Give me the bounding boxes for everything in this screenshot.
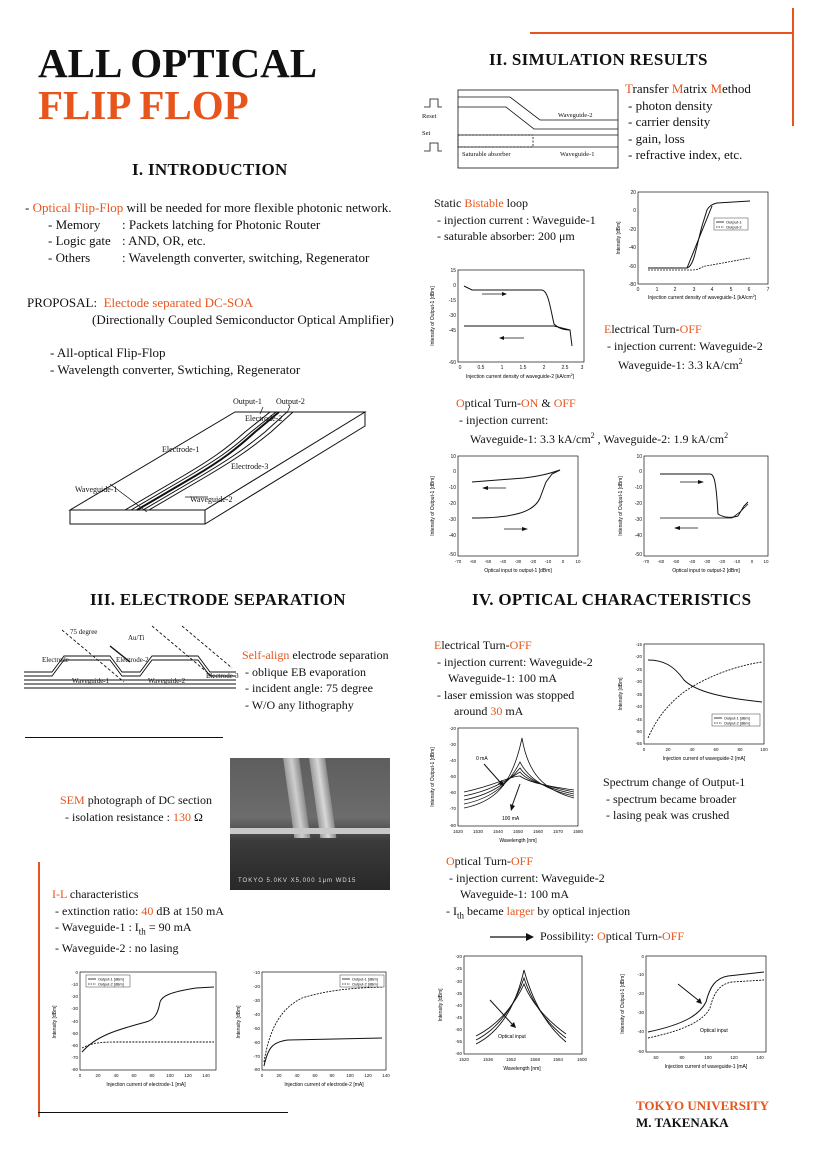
svg-text:20: 20 [665,747,671,752]
svg-text:-70: -70 [642,559,650,564]
svg-text:7: 7 [766,287,770,293]
svg-text:-20: -20 [635,654,642,659]
svg-text:-55: -55 [455,1039,462,1044]
svg-text:-30: -30 [449,742,456,747]
svg-text:Output-2 [dBm]: Output-2 [dBm] [724,721,750,726]
svg-text:60: 60 [131,1073,137,1078]
sep-diagram-label: 75 degree [70,628,98,636]
svg-text:80: 80 [329,1073,335,1078]
axis-label: Intensity of Output-1 [dBm] [620,974,626,1034]
svg-text:Output-2 [dBm]: Output-2 [dBm] [352,982,378,987]
left-vertical-rule [38,862,40,1117]
sep-diagram-label: Waveguide-2 [148,677,186,685]
plot-electrical-turnoff-meas [604,640,770,764]
svg-text:-70: -70 [454,559,462,564]
svg-text:1: 1 [655,287,659,293]
svg-text:0: 0 [642,747,646,752]
svg-text:10: 10 [636,454,642,460]
right-vertical-rule [792,8,794,126]
axis-label: Intensity [dBm] [438,988,444,1022]
svg-text:-50: -50 [484,559,492,564]
top-right-rule [530,32,792,34]
svg-text:1520: 1520 [458,1057,470,1062]
tmm-list: Transfer Matrix Method - photon density - carrier density - gain, loss - refractive index, etc. [625,81,751,162]
axis-label: Intensity [dBm] [236,1005,242,1039]
svg-text:0: 0 [453,283,456,289]
plot-il-electrode1 [46,966,222,1090]
svg-text:-60: -60 [469,559,477,564]
svg-text:140: 140 [202,1073,210,1078]
diagram-label: Output-1 [233,397,262,406]
svg-text:1580: 1580 [572,829,584,834]
svg-text:-35: -35 [455,991,462,996]
svg-text:-20: -20 [634,501,642,507]
svg-text:2: 2 [673,287,677,293]
svg-text:80: 80 [149,1073,155,1078]
svg-text:Optical input: Optical input [700,1028,728,1034]
svg-text:-20: -20 [71,994,78,999]
svg-text:-30: -30 [253,998,260,1003]
self-align-text: Self-align electrode separation - oblique EB evaporation - incident angle: 75 degree - W/O any lithography [242,648,389,712]
axis-label: Injection current density of waveguide-1 $[kA/cm^2]$ [647,294,757,301]
svg-text:100 mA: 100 mA [502,816,520,822]
axis-label: Injection current of electrode-1 [mA] [106,1082,186,1088]
axis-label: Optical input to output-2 [dBm] [672,568,740,574]
svg-text:-50: -50 [448,552,456,558]
schematic-label: Waveguide-2 [558,112,593,119]
svg-text:-40: -40 [449,758,456,763]
svg-text:-80: -80 [628,282,636,288]
static-bistable-text: Static Bistable loop - injection current : Waveguide-1 - saturable absorber: 200 μm [434,196,596,243]
svg-text:-30: -30 [448,313,456,319]
axis-label: Intensity [dBm] [618,677,624,711]
separation-heading: III. ELECTRODE SEPARATION [90,590,346,609]
svg-text:-80: -80 [449,823,456,828]
svg-text:20: 20 [276,1073,282,1078]
svg-text:-25: -25 [455,966,462,971]
svg-text:1552: 1552 [505,1057,517,1062]
intro-lead: - Optical Flip-Flop will be needed for more flexible photonic network. [25,200,392,215]
possibility-line: Possibility: Optical Turn-OFF [490,928,684,945]
svg-text:-50: -50 [71,1031,78,1036]
svg-text:60: 60 [653,1055,659,1060]
dc-soa-device-diagram [65,392,375,570]
svg-text:-80: -80 [71,1067,78,1072]
svg-text:-25: -25 [635,667,642,672]
svg-text:-50: -50 [635,729,642,734]
svg-text:1530: 1530 [472,829,484,834]
svg-text:20: 20 [630,190,636,196]
axis-label: Wavelength [nm] [499,838,537,844]
svg-text:-60: -60 [253,1040,260,1045]
proposal: PROPOSAL: Electode separated DC-SOA (Directionally Coupled Semiconductor Optical Amplifier) [27,295,394,327]
svg-text:0: 0 [260,1073,264,1078]
electrical-turnoff-text: Electrical Turn-OFF - injection current: Waveguide-2 Waveguide-1: 100 mA - laser emission was stopped around 30 mA [434,638,593,718]
svg-text:120: 120 [184,1073,192,1078]
svg-text:-45: -45 [448,328,456,334]
title-line1: ALL OPTICAL [38,40,318,86]
author: M. TAKENAKA [636,1115,729,1130]
mid-left-rule [25,737,223,738]
svg-text:Output-2 [dBm]: Output-2 [dBm] [98,982,124,987]
svg-text:0: 0 [636,287,640,293]
svg-text:40: 40 [689,747,695,752]
svg-text:1: 1 [500,365,504,371]
axis-label: Injection current density of waveguide-2 $[kA/cm^2]$ [465,373,575,380]
schematic-label: Set [422,130,431,137]
diagram-label: Electrode-1 [162,445,200,454]
axis-label: Injection current of waveguide-1 [mA] [664,1064,748,1070]
svg-text:0 mA: 0 mA [476,756,488,762]
svg-text:2.5: 2.5 [561,365,569,371]
svg-text:120: 120 [364,1073,372,1078]
svg-text:-20: -20 [628,227,636,233]
svg-text:-30: -30 [634,517,642,523]
sim-heading: II. SIMULATION RESULTS [489,50,708,69]
svg-text:-30: -30 [455,979,462,984]
svg-text:-30: -30 [71,1006,78,1011]
svg-text:15: 15 [450,268,456,274]
plot-optical-input-output2 [614,452,774,576]
svg-text:-40: -40 [448,533,456,539]
il-text: I-L characteristics - extinction ratio: 40 dB at 150 mA - Waveguide-1 : $I_{th} = 90$ mA - Waveguide-2 : no lasing [52,887,224,955]
sem-caption: TOKYO 5.0KV X5,000 1μm WD15 [238,878,357,884]
svg-text:1584: 1584 [552,1057,564,1062]
svg-text:-40: -40 [71,1019,78,1024]
svg-text:100: 100 [346,1073,354,1078]
svg-text:10: 10 [450,454,456,460]
svg-text:-40: -40 [688,559,696,564]
svg-text:10: 10 [763,559,769,564]
svg-text:-10: -10 [637,972,644,977]
svg-text:-10: -10 [634,485,642,491]
svg-text:1.5: 1.5 [519,365,527,371]
axis-label: Optical input to output-1 [dBm] [484,568,552,574]
intro-heading: I. INTRODUCTION [132,160,288,179]
sep-diagram-label: Electrode [42,656,69,664]
diagram-label: Waveguide-1 [75,485,118,494]
svg-text:1570: 1570 [552,829,564,834]
svg-text:0: 0 [78,1073,82,1078]
svg-text:0: 0 [458,365,462,371]
svg-text:0: 0 [641,954,644,959]
svg-text:-20: -20 [449,726,456,731]
footer [636,1097,769,1131]
spectrum-change-text: Spectrum change of Output-1 - spectrum became broader - lasing peak was crushed [603,775,746,822]
plot-optical-turnoff-current [616,952,772,1074]
svg-text:140: 140 [382,1073,390,1078]
svg-text:0: 0 [561,559,565,564]
svg-text:60: 60 [713,747,719,752]
axis-label: Injection current of electrode-2 [mA] [284,1082,364,1088]
diagram-label: Output-2 [276,397,305,406]
svg-text:-50: -50 [449,774,456,779]
svg-text:-60: -60 [449,790,456,795]
plot-optical-input-output1 [424,452,584,576]
svg-text:-40: -40 [253,1012,260,1017]
svg-text:-10: -10 [544,559,552,564]
svg-text:1568: 1568 [529,1057,541,1062]
svg-text:0: 0 [453,469,456,475]
axis-label: Injection current of waveguide-2 [mA] [662,756,746,762]
plot-il-electrode2 [232,966,394,1090]
svg-text:5: 5 [729,287,733,293]
plot-electrical-turnoff-sim [424,266,590,384]
svg-text:-20: -20 [637,991,644,996]
axis-label: Intensity of Output-1 [dBm] [430,476,436,536]
axis-label: Intensity [dBm] [52,1005,58,1039]
svg-text:-60: -60 [455,1051,462,1056]
axis-label: Wavelength [nm] [503,1066,541,1072]
svg-text:-80: -80 [253,1067,260,1072]
svg-text:3: 3 [692,287,696,293]
svg-text:-50: -50 [637,1049,644,1054]
svg-text:-70: -70 [71,1055,78,1060]
svg-text:-40: -40 [499,559,507,564]
svg-text:-50: -50 [634,552,642,558]
intro-item: - Memory : Packets latching for Photonic Router [48,216,321,232]
svg-text:10: 10 [575,559,581,564]
plot-optical-turnoff-spectrum [432,952,588,1074]
svg-text:-70: -70 [253,1054,260,1059]
svg-text:-60: -60 [448,360,456,366]
optical-turnoff-text: Optical Turn-OFF - injection current: Waveguide-2 Waveguide-1: 100 mA - $I_{th}$ became larger by optical injection [446,854,631,920]
sem-photograph [230,758,390,890]
svg-text:-50: -50 [253,1026,260,1031]
svg-text:Output-1: Output-1 [726,219,742,225]
sep-diagram-label: Au/Ti [128,634,145,642]
svg-text:-55: -55 [635,741,642,746]
schematic-label: Waveguide-1 [560,151,595,158]
svg-text:-20: -20 [718,559,726,564]
svg-text:0: 0 [639,469,642,475]
proposal-apps: - All-optical Flip-Flop - Wavelength converter, Swtiching, Regenerator [50,345,301,377]
svg-text:Output-1 [dBm]: Output-1 [dBm] [352,977,378,982]
svg-text:40: 40 [294,1073,300,1078]
svg-text:40: 40 [113,1073,119,1078]
intro-body [25,200,425,266]
svg-text:140: 140 [756,1055,764,1060]
svg-text:-35: -35 [635,692,642,697]
svg-text:-10: -10 [448,485,456,491]
svg-text:0: 0 [633,208,636,214]
svg-text:4: 4 [710,287,714,293]
svg-text:-60: -60 [71,1043,78,1048]
svg-text:80: 80 [679,1055,685,1060]
bottom-rule [38,1112,288,1113]
svg-text:-30: -30 [703,559,711,564]
svg-text:-40: -40 [634,533,642,539]
poster-title [38,42,317,126]
intro-item: - Others : Wavelength converter, switching, Regenerator [48,249,370,265]
svg-text:Optical input: Optical input [498,1034,526,1040]
svg-text:0.5: 0.5 [477,365,485,371]
svg-text:-45: -45 [455,1015,462,1020]
svg-text:1520: 1520 [452,829,464,834]
svg-text:-20: -20 [253,984,260,989]
svg-text:6: 6 [747,287,751,293]
svg-text:-20: -20 [529,559,537,564]
svg-text:-30: -30 [635,679,642,684]
svg-text:100: 100 [704,1055,712,1060]
arrow-right-icon [490,932,534,942]
svg-text:-50: -50 [455,1027,462,1032]
sep-diagram-label: Electrode-3 [206,672,239,680]
svg-text:Output-2: Output-2 [726,224,742,230]
plot-spectrum-output1 [424,724,584,846]
sep-diagram-label: Electrode-2 [116,656,149,664]
svg-text:Output-1 [dBm]: Output-1 [dBm] [724,716,750,721]
svg-text:-60: -60 [628,264,636,270]
svg-text:1536: 1536 [482,1057,494,1062]
axis-label: Intensity of Output-1 [dBm] [618,476,624,536]
svg-text:2: 2 [542,365,546,371]
svg-text:-15: -15 [448,298,456,304]
plot-bistable-output [612,186,772,302]
svg-text:0: 0 [75,970,78,975]
svg-text:20: 20 [95,1073,101,1078]
svg-text:120: 120 [730,1055,738,1060]
schematic-label: Reset [422,113,437,120]
svg-text:1550: 1550 [512,829,524,834]
svg-text:-70: -70 [449,806,456,811]
svg-text:-45: -45 [635,717,642,722]
svg-text:-10: -10 [71,982,78,987]
svg-text:-40: -40 [628,245,636,251]
schematic-label: Saturable absorber [462,151,511,158]
svg-text:-40: -40 [635,704,642,709]
svg-text:-40: -40 [637,1029,644,1034]
svg-text:3: 3 [580,365,584,371]
axis-label: Intensity [dBm] [616,221,622,255]
svg-text:-60: -60 [657,559,665,564]
svg-text:-10: -10 [253,970,260,975]
sep-diagram-label: Waveguide-1 [72,677,110,685]
svg-text:-10: -10 [733,559,741,564]
diagram-label: Electrode-2 [245,414,283,423]
diagram-label: Waveguide-2 [190,495,233,504]
svg-text:-30: -30 [448,517,456,523]
svg-text:100: 100 [166,1073,174,1078]
axis-label: Intensity of Output-1 [dBm] [430,286,436,346]
svg-text:-40: -40 [455,1003,462,1008]
svg-text:1600: 1600 [576,1057,588,1062]
axis-label: Intensity of Output-1 [dBm] [430,747,436,807]
svg-text:-30: -30 [637,1010,644,1015]
self-align-diagram [22,622,240,710]
optical-heading: IV. OPTICAL CHARACTERISTICS [472,590,752,609]
intro-item: - Logic gate : AND, OR, etc. [48,233,206,248]
sem-text: SEM photograph of DC section - isolation resistance : 130 Ω [60,793,212,824]
svg-text:1560: 1560 [532,829,544,834]
svg-text:-50: -50 [672,559,680,564]
svg-text:100: 100 [760,747,768,752]
svg-text:60: 60 [312,1073,318,1078]
optical-turnonoff-sim-text: Optical Turn-ON & OFF - injection current: Waveguide-1: 3.3 $kA/cm^2$ , Waveguide-2: 1.9 $kA/cm^2$ [456,396,729,446]
university: TOKYO UNIVERSITY [636,1098,770,1113]
diagram-label: Electrode-3 [231,462,269,471]
svg-text:-20: -20 [448,501,456,507]
svg-text:-30: -30 [514,559,522,564]
electrical-turnoff-sim-text: Electrical Turn-OFF - injection current: Waveguide-2 Waveguide-1: 3.3 $kA/cm^2$ [604,322,763,372]
title-line2: FLIP FLOP [38,82,249,128]
svg-text:80: 80 [737,747,743,752]
waveguide-schematic [420,85,620,175]
svg-text:1540: 1540 [492,829,504,834]
svg-text:0: 0 [750,559,754,564]
svg-text:Output-1 [dBm]: Output-1 [dBm] [98,977,124,982]
svg-text:-20: -20 [455,954,462,959]
svg-text:-15: -15 [635,642,642,647]
